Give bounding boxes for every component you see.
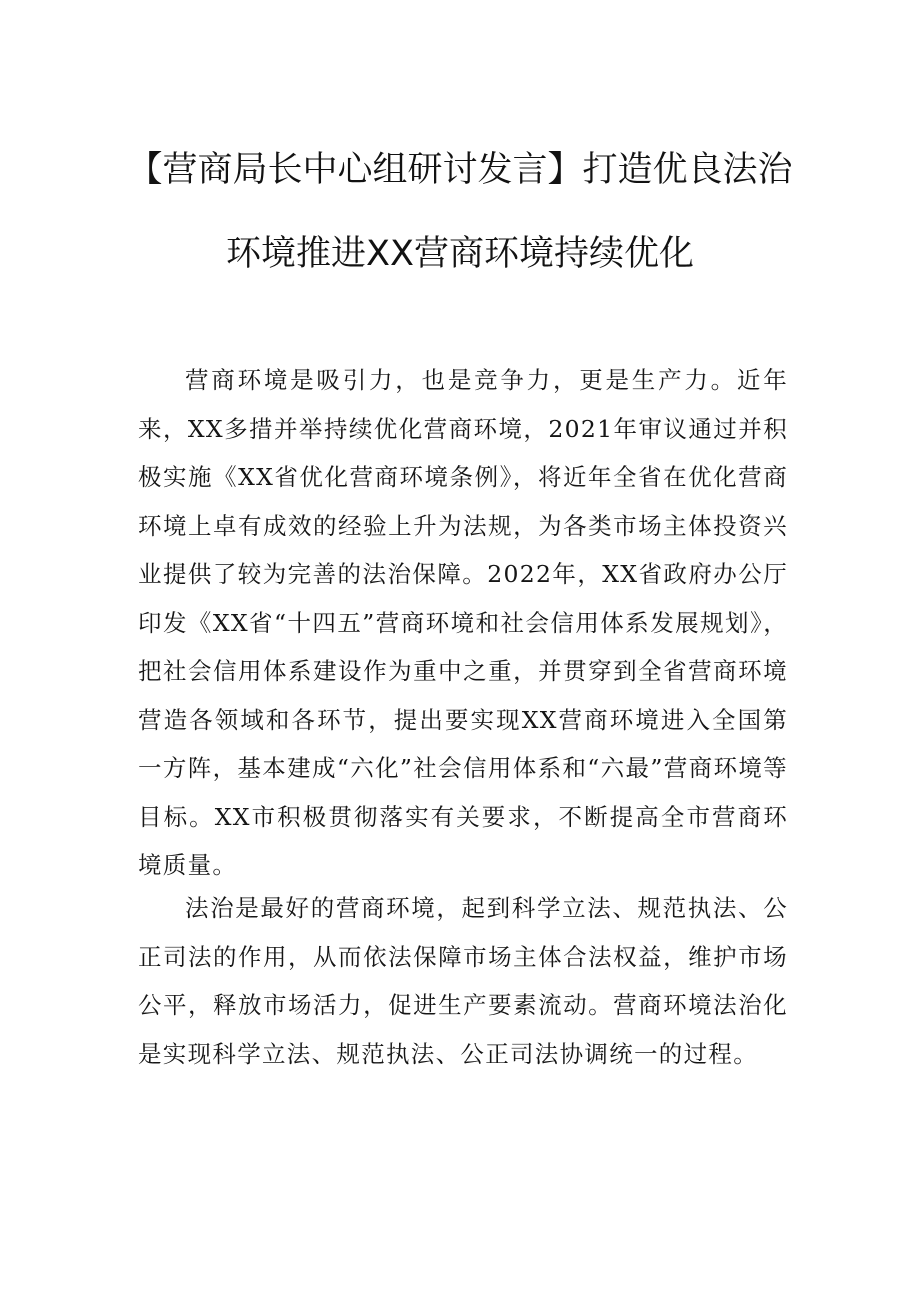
title-line-2: 环境推进XX营商环境持续优化 [226,234,694,274]
body-paragraph-2: 法治是最好的营商环境，起到科学立法、规范执法、公正司法的作用，从而依法保障市场主体合法权益，维护市场公平，释放市场活力，促进生产要素流动。营商环境法治化是实现科学立法、规范执法、公正司法协调统一的过程。 [138,894,788,1068]
title-line-1: 【营商局长中心组研讨发言】打造优良法治 [127,150,793,190]
body-paragraph-1: 营商环境是吸引力，也是竞争力，更是生产力。近年来，XX多措并举持续优化营商环境，2021年审议通过并积极实施《XX省优化营商环境条例》，将近年全省在优化营商环境上卓有成效的经验上升为法规，为各类市场主体投资兴业提供了较为完善的法治保障。2022年，XX省政府办公厅印发《XX省“十四五”营商环境和社会信用体系发展规划》，把社会信用体系建设作为重中之重，并贯穿到全省营商环境营造各领域和各环节，提出要实现XX营商环境进入全国第一方阵，基本建成“六化”社会信用体系和“六最”营商环境等目标。XX市积极贯彻落实有关要求，不断提高全市营商环境质量。 [138,366,788,879]
document-title [100,128,820,296]
